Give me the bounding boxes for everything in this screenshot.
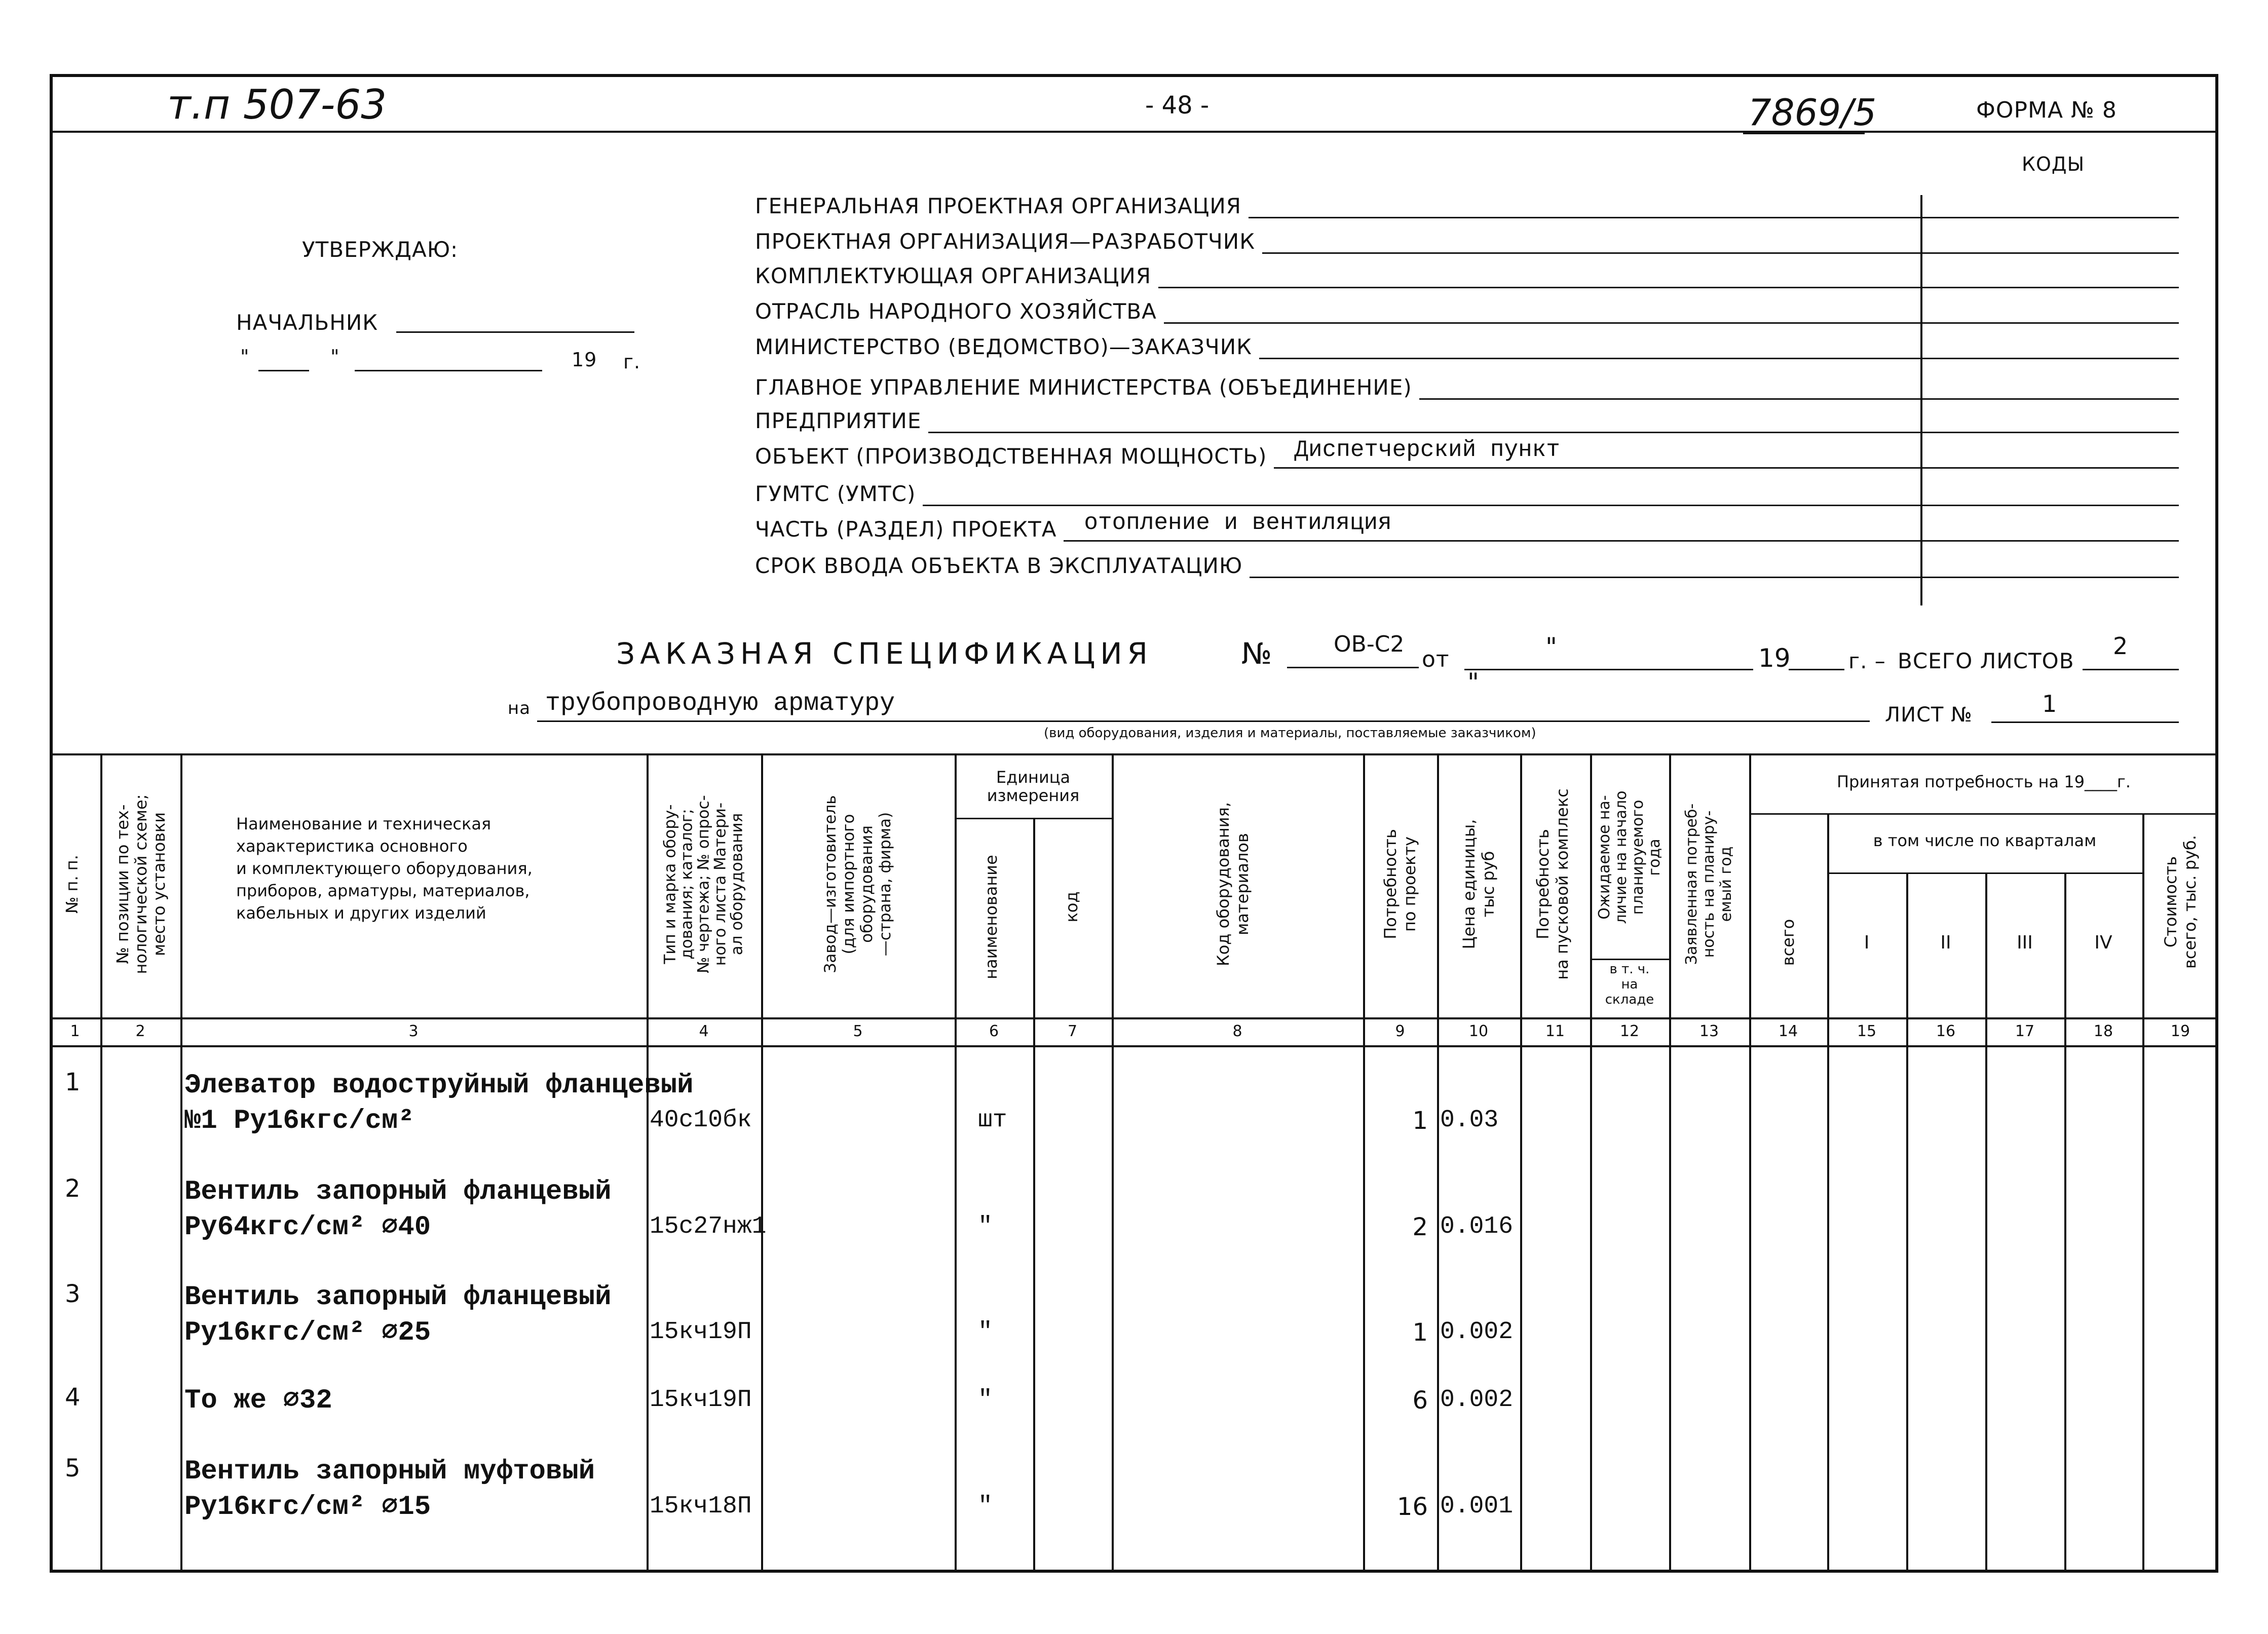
- top-strip-divider: [50, 131, 2218, 133]
- spec-total-sheets-label: ВСЕГО ЛИСТОВ: [1898, 649, 2074, 673]
- spec-no-line: [1287, 667, 1419, 668]
- row-price: 0.016: [1440, 1213, 1514, 1240]
- row-name-line-1: Вентиль запорный фланцевый: [184, 1282, 612, 1313]
- column-number: 13: [1699, 1022, 1719, 1040]
- spec-date-line: [1464, 669, 1753, 670]
- row-number: 2: [65, 1174, 81, 1203]
- date-month-line: [355, 370, 542, 371]
- table-column-line: [100, 753, 102, 1573]
- row-number: 5: [65, 1454, 81, 1483]
- col-1-header: № п. п.: [62, 855, 82, 914]
- date-year-suffix: г.: [623, 351, 641, 373]
- row-type: 15кч19П: [650, 1318, 752, 1346]
- org-field-line: [1274, 467, 2179, 469]
- table-column-line: [1906, 872, 1908, 1573]
- table-column-line: [1985, 872, 1987, 1573]
- col-2-header: № позиции по тех- нологической схеме; место установки: [113, 794, 169, 974]
- org-field-label: ГЕНЕРАЛЬНАЯ ПРОЕКТНАЯ ОРГАНИЗАЦИЯ: [755, 194, 1241, 218]
- column-number: 9: [1395, 1022, 1405, 1040]
- spec-year-line: [1789, 669, 1844, 670]
- quarter-4-header: IV: [2094, 932, 2112, 953]
- stock-divider: [1590, 959, 1669, 960]
- chief-signature-line: [396, 331, 634, 333]
- date-quote-close: ": [330, 346, 340, 368]
- col-4-header: Тип и марка обору- дования; каталог; № чертежа; № опрос- ного листа Матери- ал оборудования: [661, 795, 746, 973]
- table-column-line: [1363, 753, 1365, 1573]
- row-number: 1: [65, 1068, 81, 1096]
- column-number: 5: [853, 1022, 863, 1040]
- col-19-header: Стоимость всего, тыс. руб.: [2161, 835, 2200, 969]
- table-column-line: [1437, 753, 1439, 1573]
- col-7-header: код: [1062, 891, 1081, 923]
- row-type: 15кч19П: [650, 1386, 752, 1414]
- col-10-header: Цена единицы, тыс руб: [1459, 819, 1498, 949]
- spec-sheet-value: 1: [2042, 690, 2057, 717]
- date-year-prefix: 19: [572, 349, 597, 371]
- row-quantity: 1: [1412, 1107, 1428, 1135]
- org-field-value: отопление и вентиляция: [1084, 510, 1392, 536]
- spec-total-sheets-value: 2: [2113, 632, 2128, 660]
- table-column-line: [1033, 818, 1035, 1573]
- row-unit: ": [978, 1318, 993, 1346]
- row-name-line-1: Вентиль запорный фланцевый: [184, 1176, 612, 1207]
- table-column-line: [1749, 753, 1751, 1573]
- org-field-label: ПРОЕКТНАЯ ОРГАНИЗАЦИЯ—РАЗРАБОТЧИК: [755, 229, 1256, 254]
- row-name-line-1: Элеватор водоструйный фланцевый: [184, 1070, 694, 1101]
- col-14-header: всего: [1779, 919, 1798, 966]
- doc-code: т.п 507-63: [167, 81, 387, 128]
- org-field-label: ОТРАСЛЬ НАРОДНОГО ХОЗЯЙСТВА: [755, 299, 1157, 324]
- org-field-label: ГЛАВНОЕ УПРАВЛЕНИЕ МИНИСТЕРСТВА (ОБЪЕДИНЕНИЕ): [755, 375, 1412, 400]
- date-day-line: [258, 370, 309, 371]
- quarter-2-header: II: [1940, 932, 1951, 953]
- spec-quote-b: ": [1467, 668, 1480, 697]
- column-number: 12: [1619, 1022, 1640, 1040]
- form-label: ФОРМА № 8: [1976, 97, 2117, 123]
- org-field-label: ГУМТС (УМТС): [755, 481, 916, 506]
- col-3-header: Наименование и техническая характеристика основного и комплектующего оборудования, приборов, арматуры, материалов, кабельных и других изделий: [236, 814, 533, 923]
- row-type: 15с27нж1: [650, 1213, 767, 1240]
- org-field-label: ПРЕДПРИЯТИЕ: [755, 408, 922, 433]
- col-9-header: Потребность по проекту: [1381, 829, 1419, 939]
- spec-on-label: на: [508, 698, 531, 718]
- row-type: 40с10бк: [650, 1107, 752, 1134]
- column-number: 14: [1778, 1022, 1798, 1040]
- table-column-line: [647, 753, 649, 1573]
- row-name-line-2: №1 Ру16кгс/см²: [184, 1106, 414, 1136]
- table-column-line: [761, 753, 763, 1573]
- col-6-header: наименование: [981, 855, 1001, 979]
- date-quote-open: ": [240, 346, 250, 368]
- table-column-line: [1827, 813, 1829, 1573]
- col-5-header: Завод—изготовитель (для импортного оборудования —страна, фирма): [821, 795, 894, 973]
- org-field-label: СРОК ВВОДА ОБЪЕКТА В ЭКСПЛУАТАЦИЮ: [755, 553, 1243, 578]
- org-field-line: [1259, 358, 2179, 359]
- org-field-value: Диспетчерский пункт: [1294, 437, 1560, 463]
- table-column-line: [1669, 753, 1671, 1573]
- table-number-row-bottom: [50, 1045, 2218, 1047]
- column-number: 10: [1468, 1022, 1489, 1040]
- table-column-line: [2064, 872, 2066, 1573]
- row-name-line-2: Ру16кгс/см² ∅25: [184, 1317, 431, 1348]
- row-quantity: 2: [1412, 1213, 1428, 1241]
- org-field-label: ЧАСТЬ (РАЗДЕЛ) ПРОЕКТА: [755, 517, 1057, 542]
- row-quantity: 6: [1412, 1386, 1428, 1415]
- row-type: 15кч18П: [650, 1493, 752, 1520]
- column-number: 16: [1936, 1022, 1956, 1040]
- col-12-header: Ожидаемое на- личие на начало планируемого года: [1596, 790, 1664, 924]
- quarters-header: в том числе по кварталам: [1873, 831, 2097, 850]
- table-column-line: [1590, 753, 1592, 1573]
- org-field-line: [1064, 540, 2179, 542]
- org-field-line: [928, 432, 2179, 433]
- column-number: 19: [2170, 1022, 2190, 1040]
- chief-label: НАЧАЛЬНИК: [236, 310, 379, 335]
- page-number: - 48 -: [1145, 91, 1209, 120]
- spec-from-label: от: [1422, 647, 1450, 672]
- spec-no-label: №: [1241, 636, 1272, 671]
- spec-year: 19: [1758, 643, 1791, 673]
- org-field-line: [1262, 252, 2179, 254]
- table-top-border: [50, 753, 2218, 755]
- codes-column-divider: [1920, 195, 1922, 605]
- column-number: 1: [70, 1022, 80, 1040]
- row-price: 0.002: [1440, 1386, 1514, 1414]
- column-number: 3: [408, 1022, 419, 1040]
- table-column-line: [180, 753, 182, 1573]
- spec-sheet-label: ЛИСТ №: [1885, 703, 1973, 727]
- spec-subject: трубопроводную арматуру: [545, 689, 895, 718]
- spec-g-label: г. –: [1848, 649, 1886, 673]
- approval-title: УТВЕРЖДАЮ:: [302, 237, 459, 262]
- row-quantity: 16: [1396, 1493, 1428, 1521]
- column-number: 4: [699, 1022, 709, 1040]
- row-name-line-2: Ру64кгс/см² ∅40: [184, 1212, 431, 1243]
- table-column-line: [2142, 813, 2144, 1573]
- quarters-divider: [1827, 872, 2142, 874]
- row-unit: ": [978, 1386, 993, 1414]
- column-number: 2: [135, 1022, 145, 1040]
- row-price: 0.03: [1440, 1107, 1499, 1134]
- archive-underline: [1743, 133, 1865, 134]
- spec-no-value: ОВ-С2: [1334, 631, 1405, 657]
- row-unit: шт: [978, 1107, 1007, 1134]
- org-field-line: [1250, 577, 2179, 578]
- org-field-line: [1419, 398, 2179, 400]
- table-column-line: [1112, 753, 1114, 1573]
- table-column-line: [955, 753, 957, 1573]
- accepted-divider: [1749, 813, 2218, 815]
- row-number: 3: [65, 1280, 81, 1308]
- spec-quote-a: ": [1545, 632, 1558, 662]
- column-number: 6: [989, 1022, 999, 1040]
- col-11-header: Потребность на пусковой комплекс: [1533, 788, 1572, 980]
- unit-group-header: Единица измерения: [987, 768, 1080, 805]
- row-price: 0.001: [1440, 1493, 1514, 1520]
- row-number: 4: [65, 1383, 81, 1412]
- row-name-line-1: То же ∅32: [184, 1385, 332, 1416]
- codes-label: КОДЫ: [2022, 153, 2085, 175]
- org-field-line: [923, 505, 2179, 506]
- row-price: 0.002: [1440, 1318, 1514, 1346]
- org-field-label: ОБЪЕКТ (ПРОИЗВОДСТВЕННАЯ МОЩНОСТЬ): [755, 444, 1267, 469]
- spec-title: ЗАКАЗНАЯ СПЕЦИФИКАЦИЯ: [616, 636, 1153, 671]
- row-name-line-2: Ру16кгс/см² ∅15: [184, 1492, 431, 1523]
- col-13-header: Заявленная потреб- ность на планиру- емый год: [1683, 803, 1735, 965]
- org-field-line: [1249, 217, 2179, 218]
- table-column-line: [1520, 753, 1522, 1573]
- spec-sheet-line: [1991, 721, 2179, 723]
- spec-total-sheets-line: [2083, 669, 2179, 670]
- row-name-line-1: Вентиль запорный муфтовый: [184, 1456, 595, 1487]
- org-field-line: [1164, 322, 2179, 324]
- quarter-3-header: III: [2017, 932, 2033, 953]
- column-number: 11: [1545, 1022, 1565, 1040]
- column-number: 8: [1232, 1022, 1242, 1040]
- column-number: 7: [1067, 1022, 1078, 1040]
- unit-group-divider: [955, 818, 1112, 819]
- quarter-1-header: I: [1864, 932, 1870, 953]
- column-number: 15: [1857, 1022, 1877, 1040]
- column-number: 18: [2093, 1022, 2113, 1040]
- spec-subject-line: [537, 720, 1870, 722]
- accepted-header: Принятая потребность на 19____г.: [1836, 772, 2131, 791]
- col-8-header: Код оборудования, материалов: [1214, 802, 1252, 967]
- org-field-label: МИНИСТЕРСТВО (ВЕДОМСТВО)—ЗАКАЗЧИК: [755, 334, 1252, 359]
- table-number-row-top: [50, 1017, 2218, 1019]
- spec-subject-caption: (вид оборудования, изделия и материалы, поставляемые заказчиком): [1044, 726, 1536, 741]
- row-quantity: 1: [1412, 1318, 1428, 1347]
- row-unit: ": [978, 1493, 993, 1520]
- col-12b-header: в т. ч. на складе: [1605, 962, 1654, 1007]
- org-field-line: [1158, 287, 2179, 288]
- archive-number: 7869/5: [1748, 91, 1877, 134]
- column-number: 17: [2015, 1022, 2035, 1040]
- org-field-label: КОМПЛЕКТУЮЩАЯ ОРГАНИЗАЦИЯ: [755, 263, 1152, 288]
- row-unit: ": [978, 1213, 993, 1240]
